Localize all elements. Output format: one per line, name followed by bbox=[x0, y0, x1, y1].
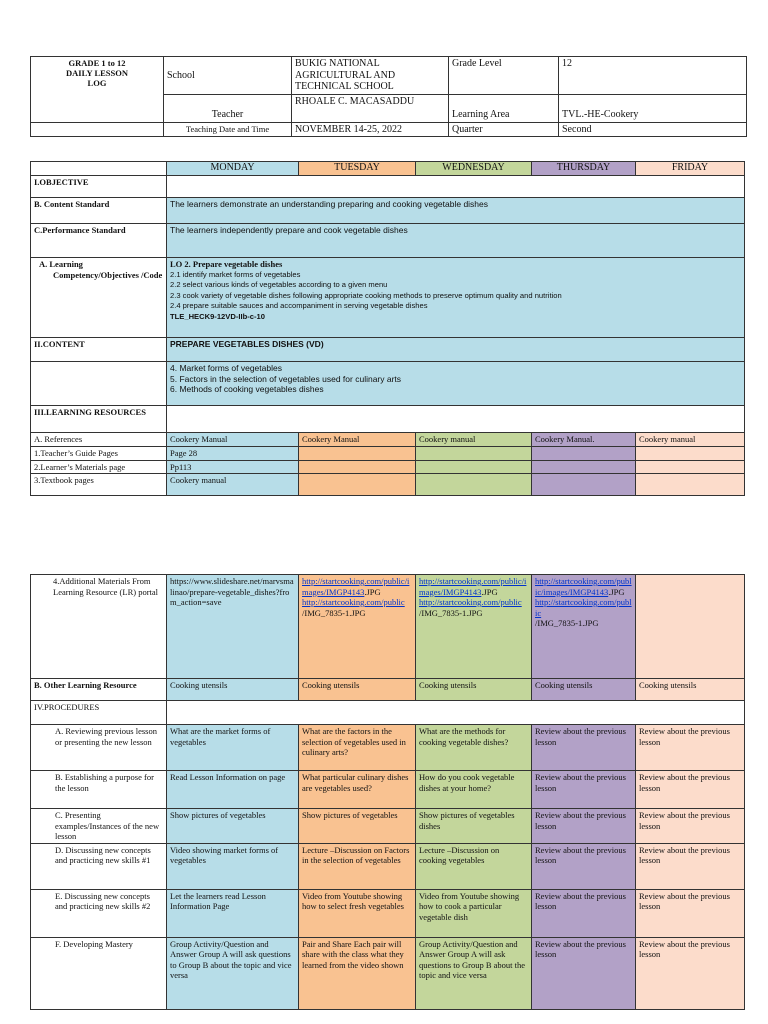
procedure-cell: Review about the previous lesson bbox=[636, 937, 745, 1009]
other-resource-tuesday: Cooking utensils bbox=[299, 679, 416, 701]
competency-title: LO 2. Prepare vegetable dishes bbox=[170, 259, 283, 269]
lesson-table-2 bbox=[30, 574, 745, 1010]
lesson-table-1 bbox=[30, 161, 745, 496]
procedure-label-a: A. Reviewing previous lesson or presenting the new lesson bbox=[31, 725, 167, 771]
learning-area-label: Learning Area bbox=[449, 94, 559, 122]
procedure-cell: What are the market forms of vegetables bbox=[167, 725, 299, 771]
resource-link[interactable]: http://startcooking.com/public/images/IMGP4143 bbox=[535, 576, 632, 597]
procedure-cell: Review about the previous lesson bbox=[636, 843, 745, 889]
textbook-monday: Cookery manual bbox=[167, 474, 299, 496]
content-text: PREPARE VEGETABLES DISHES (VD) bbox=[167, 338, 745, 362]
date-label: Teaching Date and Time bbox=[164, 122, 292, 137]
day-monday: MONDAY bbox=[167, 162, 299, 176]
competency-item: 2.1 identify market forms of vegetables bbox=[170, 269, 301, 279]
content-standard-label: B. Content Standard bbox=[31, 198, 167, 224]
procedure-label-f: F. Developing Mastery bbox=[31, 937, 167, 1009]
additional-materials-thursday: http://startcooking.com/public/images/IMGP4143.JPG http://startcooking.com/public /IMG_7835-1.JPG bbox=[532, 575, 636, 679]
procedure-cell: Review about the previous lesson bbox=[532, 725, 636, 771]
competency-item: 2.4 prepare suitable sauces and accompaniment in serving vegetable dishes bbox=[170, 301, 428, 310]
performance-standard-text: The learners independently prepare and cook vegetable dishes bbox=[167, 224, 745, 258]
content-item: 4. Market forms of vegetables bbox=[170, 363, 282, 373]
procedure-label-b: B. Establishing a purpose for the lesson bbox=[31, 771, 167, 809]
resource-link[interactable]: http://startcooking.com/public/images/IMGP4143 bbox=[302, 576, 410, 597]
additional-materials-wednesday: http://startcooking.com/public/images/IMGP4143.JPG http://startcooking.com/public /IMG_7835-1.JPG bbox=[416, 575, 532, 679]
procedure-cell: Group Activity/Question and Answer Group A will ask questions to Group B about the topic and vice versa bbox=[416, 937, 532, 1009]
procedure-cell: Review about the previous lesson bbox=[532, 771, 636, 809]
resource-link[interactable]: http://startcooking.com/public bbox=[419, 597, 522, 607]
resource-link[interactable]: http://startcooking.com/public bbox=[535, 597, 632, 618]
content-items bbox=[167, 362, 745, 406]
day-thursday: THURSDAY bbox=[532, 162, 636, 176]
content-standard-text: The learners demonstrate an understanding preparing and cooking vegetable dishes bbox=[167, 198, 745, 224]
procedure-cell: Show pictures of vegetables dishes bbox=[416, 809, 532, 844]
procedure-cell: Review about the previous lesson bbox=[532, 809, 636, 844]
teacher-value: RHOALE C. MACASADDU bbox=[292, 94, 449, 122]
resource-link[interactable]: http://startcooking.com/public bbox=[302, 597, 405, 607]
procedure-cell: Review about the previous lesson bbox=[636, 725, 745, 771]
competency-code: TLE_HECK9-12VD-IIb-c-10 bbox=[170, 311, 265, 321]
additional-materials-label: 4.Additional Materials From Learning Resource (LR) portal bbox=[31, 575, 167, 679]
competency-item: 2.2 select various kinds of vegetables according to a given menu bbox=[170, 280, 388, 289]
additional-materials-monday: https://www.slideshare.net/marvsmalinao/prepare-vegetable_dishes?from_action=save bbox=[167, 575, 299, 679]
other-resource-thursday: Cooking utensils bbox=[532, 679, 636, 701]
header-table bbox=[30, 56, 747, 137]
content-label: II.CONTENT bbox=[31, 338, 167, 362]
procedure-cell: Show pictures of vegetables bbox=[167, 809, 299, 844]
lm-label: 2.Learner’s Materials page bbox=[31, 460, 167, 474]
procedure-label-c: C. Presenting examples/Instances of the new lesson bbox=[31, 809, 167, 844]
learning-resources-label: III.LEARNING RESOURCES bbox=[31, 406, 167, 433]
additional-materials-tuesday: http://startcooking.com/public/images/IMGP4143.JPG http://startcooking.com/public /IMG_7835-1.JPG bbox=[299, 575, 416, 679]
procedure-cell: Video showing market forms of vegetables bbox=[167, 843, 299, 889]
procedure-cell: Lecture –Discussion on cooking vegetables bbox=[416, 843, 532, 889]
other-resource-wednesday: Cooking utensils bbox=[416, 679, 532, 701]
procedure-cell: Review about the previous lesson bbox=[532, 843, 636, 889]
objective-label: I.OBJECTIVE bbox=[31, 176, 167, 198]
performance-standard-label: C.Performance Standard bbox=[31, 224, 167, 258]
procedure-cell: How do you cook vegetable dishes at your home? bbox=[416, 771, 532, 809]
procedure-cell: Lecture –Discussion on Factors in the selection of vegetables bbox=[299, 843, 416, 889]
learning-area-value: TVL.-HE-Cookery bbox=[559, 94, 747, 122]
procedures-label: IV.PROCEDURES bbox=[31, 701, 167, 725]
reference-wednesday: Cookery manual bbox=[416, 433, 532, 447]
other-resource-label: B. Other Learning Resource bbox=[31, 679, 167, 701]
quarter-label: Quarter bbox=[449, 122, 559, 137]
reference-friday: Cookery manual bbox=[636, 433, 745, 447]
content-item: 5. Factors in the selection of vegetables used for culinary arts bbox=[170, 373, 402, 384]
date-value: NOVEMBER 14-25, 2022 bbox=[292, 122, 449, 137]
procedure-cell: Video from Youtube showing how to select fresh vegetables bbox=[299, 889, 416, 937]
procedure-cell: What are the factors in the selection of vegetables used in culinary arts? bbox=[299, 725, 416, 771]
reference-tuesday: Cookery Manual bbox=[299, 433, 416, 447]
references-label: A. References bbox=[31, 433, 167, 447]
school-value: BUKIG NATIONAL AGRICULTURAL AND TECHNICAL SCHOOL bbox=[292, 57, 449, 95]
textbook-label: 3.Textbook pages bbox=[31, 474, 167, 496]
tg-label: 1.Teacher’s Guide Pages bbox=[31, 447, 167, 461]
other-resource-monday: Cooking utensils bbox=[167, 679, 299, 701]
procedure-cell: Review about the previous lesson bbox=[636, 889, 745, 937]
resource-link[interactable]: http://startcooking.com/public/images/IMGP4143 bbox=[419, 576, 527, 597]
grade-level-label: Grade Level bbox=[449, 57, 559, 95]
procedure-cell: Review about the previous lesson bbox=[636, 809, 745, 844]
day-wednesday: WEDNESDAY bbox=[416, 162, 532, 176]
procedure-label-e: E. Discussing new concepts and practicing new skills #2 bbox=[31, 889, 167, 937]
other-resource-friday: Cooking utensils bbox=[636, 679, 745, 701]
procedure-cell: Let the learners read Lesson Information Page bbox=[167, 889, 299, 937]
teacher-label: Teacher bbox=[164, 94, 292, 122]
procedure-cell: Video from Youtube showing how to cook a particular vegetable dish bbox=[416, 889, 532, 937]
competency-label: A. Learning Competency/Objectives /Code bbox=[31, 258, 167, 338]
dll-title: GRADE 1 to 12 DAILY LESSON LOG bbox=[31, 57, 164, 123]
procedure-cell: Read Lesson Information on page bbox=[167, 771, 299, 809]
lm-monday: Pp113 bbox=[167, 460, 299, 474]
day-tuesday: TUESDAY bbox=[299, 162, 416, 176]
quarter-value: Second bbox=[559, 122, 747, 137]
procedure-cell: Group Activity/Question and Answer Group A will ask questions to Group B about the topic and vice versa bbox=[167, 937, 299, 1009]
reference-thursday: Cookery Manual. bbox=[532, 433, 636, 447]
day-friday: FRIDAY bbox=[636, 162, 745, 176]
procedure-label-d: D. Discussing new concepts and practicing new skills #1 bbox=[31, 843, 167, 889]
procedure-cell: Review about the previous lesson bbox=[636, 771, 745, 809]
procedure-cell: Review about the previous lesson bbox=[532, 937, 636, 1009]
reference-monday: Cookery Manual bbox=[167, 433, 299, 447]
procedure-cell: Show pictures of vegetables bbox=[299, 809, 416, 844]
procedure-cell: What particular culinary dishes are vegetables used? bbox=[299, 771, 416, 809]
procedure-cell: Review about the previous lesson bbox=[532, 889, 636, 937]
procedure-cell: What are the methods for cooking vegetable dishes? bbox=[416, 725, 532, 771]
competency-item: 2.3 cook variety of vegetable dishes following appropriate cooking methods to preserve optimum quality and nutrition bbox=[170, 290, 562, 300]
school-label: School bbox=[164, 57, 292, 95]
tg-monday: Page 28 bbox=[167, 447, 299, 461]
competency-cell bbox=[167, 258, 745, 338]
content-item: 6. Methods of cooking vegetables dishes bbox=[170, 384, 324, 394]
procedure-cell: Pair and Share Each pair will share with the class what they learned from the video shown bbox=[299, 937, 416, 1009]
grade-level-value: 12 bbox=[559, 57, 747, 95]
